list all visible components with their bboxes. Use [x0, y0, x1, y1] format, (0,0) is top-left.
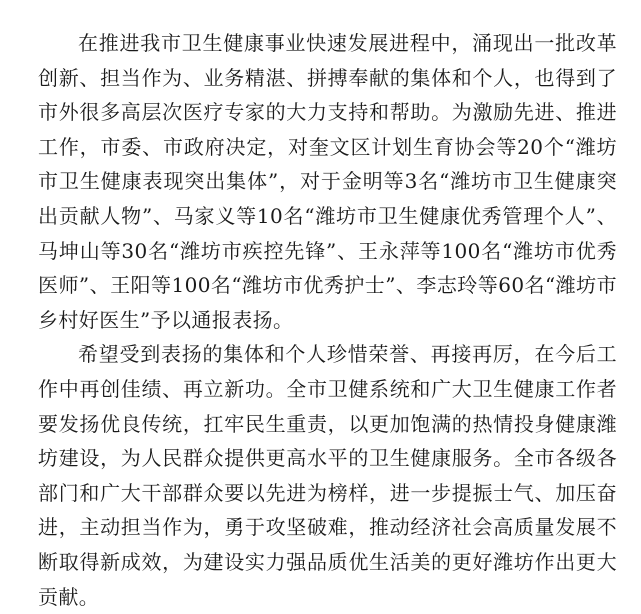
- paragraph-expectations: 希望受到表扬的集体和个人珍惜荣誉、再接再厉，在今后工作中再创佳绩、再立新功。全市卫健系统和广大卫生健康工作者要发扬优良传统，扛牢民生重责，以更加饱满的热情投身健康潍坊建设，为人民群众提供更高水平的卫生健康服务。全市各级各部门和广大干部群众要以先进为榜样，进一步提振士气、加压奋进，主动担当作为，勇于攻坚破难，推动经济社会高质量发展不断取得新成效，为建设实力强品质优生活美的更好潍坊作出更大贡献。: [38, 342, 617, 609]
- paragraph-commendation-notice: 在推进我市卫生健康事业快速发展进程中，涌现出一批改革创新、担当作为、业务精湛、拼搏奉献的集体和个人，也得到了市外很多高层次医疗专家的大力支持和帮助。为激励先进、推进工作，市委、市政府决定，对奎文区计划生育协会等20个“潍坊市卫生健康表现突出集体”，对于金明等3名“潍坊市卫生健康突出贡献人物”、马家义等10名“潍坊市卫生健康优秀管理个人”、马坤山等30名“潍坊市疾控先锋”、王永萍等100名“潍坊市优秀医师”、王阳等100名“潍坊市优秀护士”、李志玲等60名“潍坊市乡村好医生”予以通报表扬。: [38, 31, 617, 332]
